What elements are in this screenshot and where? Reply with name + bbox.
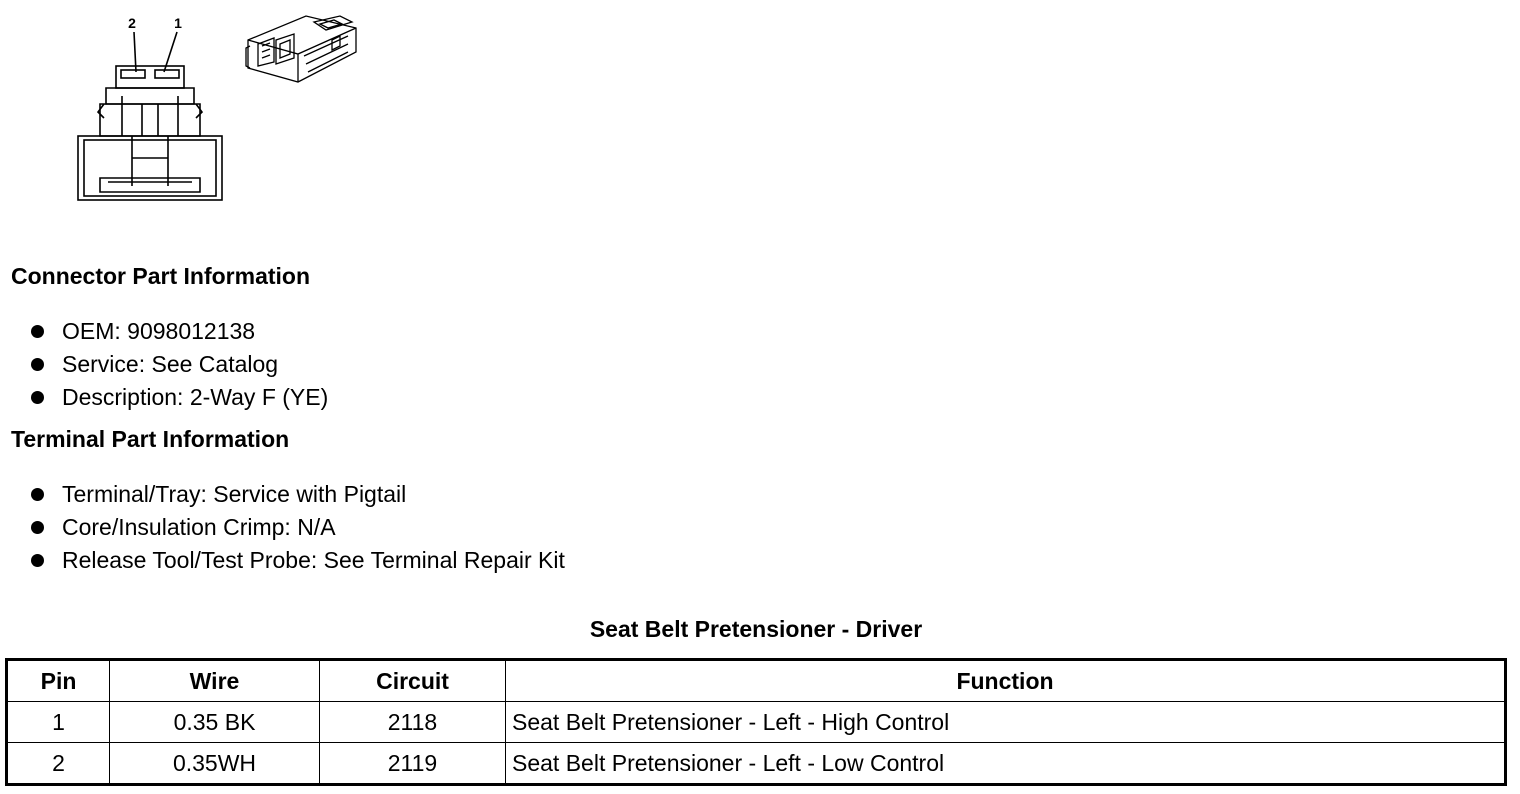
pin-table <box>5 658 1507 786</box>
bullet-icon <box>31 391 44 404</box>
list-item <box>28 315 328 348</box>
connector-info-heading: Connector Part Information <box>11 263 311 289</box>
list-item <box>28 478 565 511</box>
header-circuit: Circuit <box>320 660 506 702</box>
list-item-text: Release Tool/Test Probe: See Terminal Repair Kit <box>62 547 565 573</box>
header-wire: Wire <box>110 660 320 702</box>
bullet-icon <box>31 325 44 338</box>
bullet-icon <box>31 521 44 534</box>
cell-function: Seat Belt Pretensioner - Left - Low Control <box>506 743 1506 785</box>
connector-isometric-diagram <box>244 10 362 88</box>
list-item-text: Terminal/Tray: Service with Pigtail <box>62 481 407 507</box>
list-item <box>28 348 328 381</box>
connector-info-list <box>28 315 328 414</box>
table-header-row <box>7 660 1506 702</box>
bullet-icon <box>31 488 44 501</box>
pin-label-2: 2 <box>128 15 136 31</box>
terminal-info-heading: Terminal Part Information <box>11 426 290 452</box>
list-item-text: Service: See Catalog <box>62 351 279 377</box>
list-item <box>28 544 565 577</box>
header-pin: Pin <box>7 660 110 702</box>
list-item <box>28 511 565 544</box>
bullet-icon <box>31 554 44 567</box>
list-item-text: Core/Insulation Crimp: N/A <box>62 514 336 540</box>
cell-pin: 1 <box>7 702 110 743</box>
cell-circuit: 2118 <box>320 702 506 743</box>
terminal-info-list <box>28 478 565 577</box>
table-row <box>7 702 1506 743</box>
cell-wire: 0.35WH <box>110 743 320 785</box>
cell-function: Seat Belt Pretensioner - Left - High Control <box>506 702 1506 743</box>
bullet-icon <box>31 358 44 371</box>
table-row <box>7 743 1506 785</box>
list-item-text: OEM: 9098012138 <box>62 318 256 344</box>
pin-label-1: 1 <box>174 15 182 31</box>
header-function: Function <box>506 660 1506 702</box>
connector-face-diagram <box>70 8 230 208</box>
list-item-text: Description: 2-Way F (YE) <box>62 384 329 410</box>
list-item <box>28 381 328 414</box>
cell-pin: 2 <box>7 743 110 785</box>
cell-circuit: 2119 <box>320 743 506 785</box>
cell-wire: 0.35 BK <box>110 702 320 743</box>
pin-table-title: Seat Belt Pretensioner - Driver <box>589 616 923 642</box>
